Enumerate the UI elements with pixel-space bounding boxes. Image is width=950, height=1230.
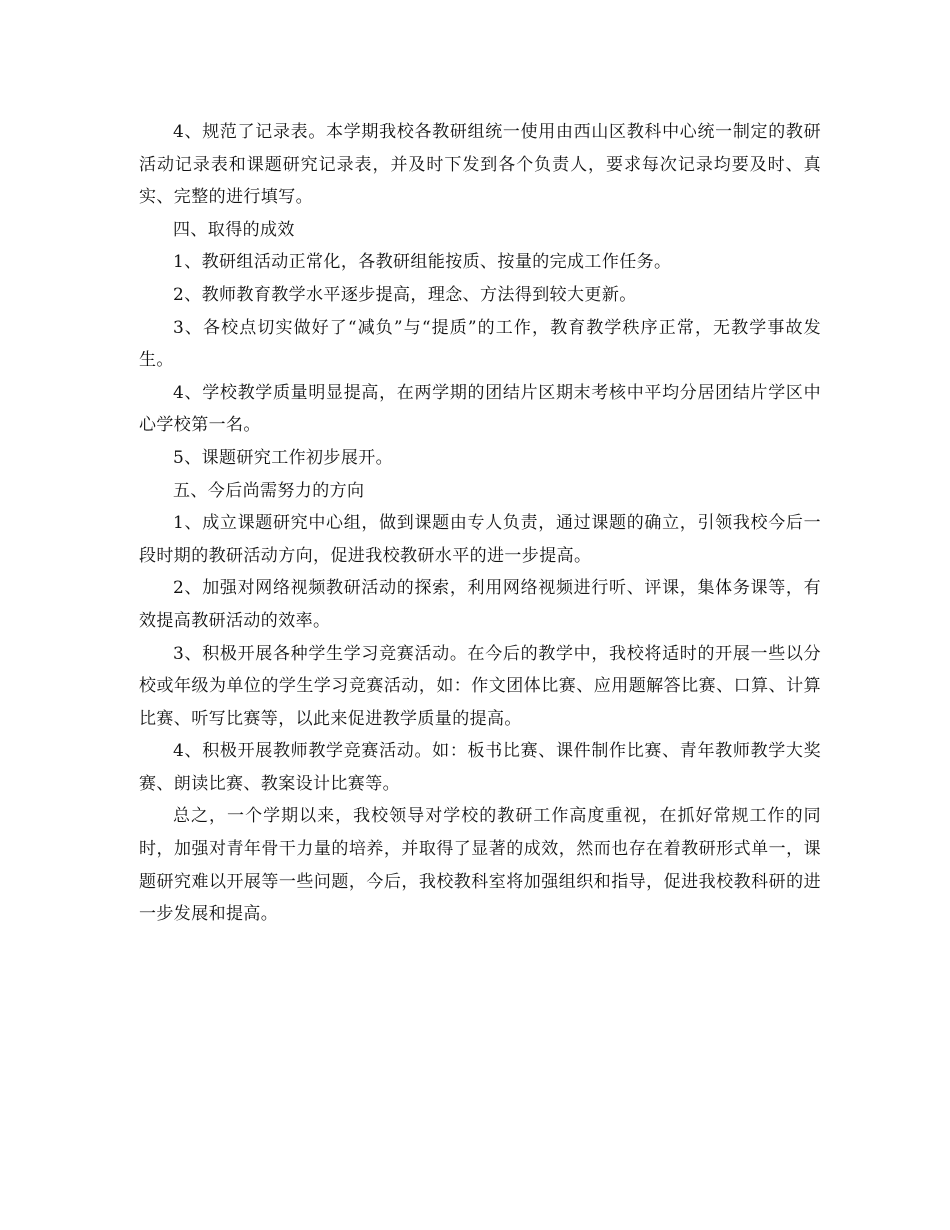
paragraph-conclusion: 总之，一个学期以来，我校领导对学校的教研工作高度重视，在抓好常规工作的同时，加强对青年骨干力量的培养，并取得了显著的成效，然而也存在着教研形式单一，课题研究难以开展等一些问题，今后，我校教科室将加强组织和指导，促进我校教科研的进一步发展和提高。	[139, 806, 821, 925]
paragraph-direction-2: 2、加强对网络视频教研活动的探索，利用网络视频进行听、评课，集体务课等，有效提高教研活动的效率。	[139, 578, 821, 631]
paragraph-achievement-4: 4、学校教学质量明显提高，在两学期的团结片区期末考核中平均分居团结片学区中心学校第一名。	[139, 382, 821, 436]
paragraph-achievement-1: 1、教研组活动正常化，各教研组能按质、按量的完成工作任务。	[173, 252, 672, 273]
paragraph-direction-3: 3、积极开展各种学生学习竞赛活动。在今后的教学中，我校将适时的开展一些以分校或年级为单位的学生学习竞赛活动，如：作文团体比赛、应用题解答比赛、口算、计算比赛、听写比赛等，以此来促进教学质量的提高。	[139, 643, 821, 729]
paragraph-direction-1: 1、成立课题研究中心组，做到课题由专人负责，通过课题的确立，引领我校今后一段时期的教研活动方向，促进我校教研水平的进一步提高。	[139, 513, 821, 566]
section-heading-achievements: 四、取得的成效	[173, 219, 295, 240]
paragraph-achievement-2: 2、教师教育教学水平逐步提高，理念、方法得到较大更新。	[173, 284, 637, 305]
paragraph-direction-4: 4、积极开展教师教学竞赛活动。如：板书比赛、课件制作比赛、青年教师教学大奖赛、朗读比赛、教案设计比赛等。	[139, 741, 821, 794]
document-body	[139, 116, 821, 931]
paragraph-achievement-5: 5、课题研究工作初步展开。	[173, 447, 394, 468]
paragraph-achievement-3: 3、各校点切实做好了“减负”与“提质”的工作，教育教学秩序正常，无教学事故发生。	[139, 317, 821, 371]
section-heading-future-directions: 五、今后尚需努力的方向	[173, 480, 365, 501]
paragraph-record-forms: 4、规范了记录表。本学期我校各教研组统一使用由西山区教科中心统一制定的教研活动记录表和课题研究记录表，并及时下发到各个负责人，要求每次记录均要及时、真实、完整的进行填写。	[139, 122, 821, 208]
